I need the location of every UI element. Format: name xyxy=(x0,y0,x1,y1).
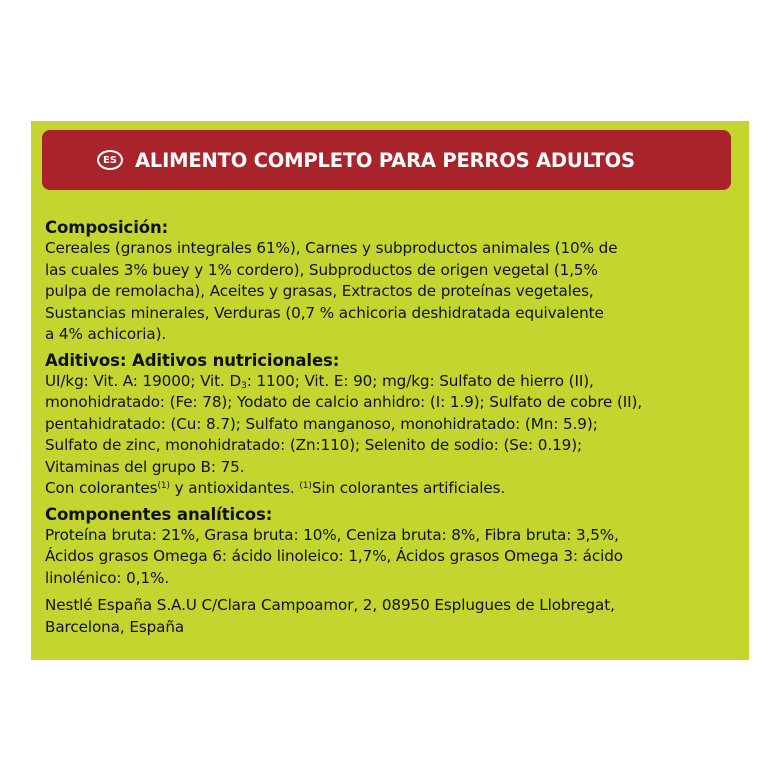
language-badge: ES xyxy=(97,150,123,170)
subscript: 3 xyxy=(241,380,247,391)
colorants-text: Sin colorantes artificiales. xyxy=(311,479,506,497)
label-content xyxy=(45,218,735,638)
manufacturer-line: Barcelona, España xyxy=(45,617,185,636)
additives-line: pentahidratado: (Cu: 8.7); Sulfato manganoso, monohidratado: (Mn: 5.9); xyxy=(45,414,598,433)
footnote-mark: (1) xyxy=(299,481,312,491)
manufacturer-line: Nestlé España S.A.U C/Clara Campoamor, 2, 08950 Esplugues de Llobregat, xyxy=(45,596,615,614)
additives-text: : 1100; Vit. E: 90; mg/kg: Sulfato de hierro (II), xyxy=(246,371,594,390)
analytical-title: Componentes analíticos: xyxy=(45,504,273,524)
additives-line: Sulfato de zinc, monohidratado: (Zn:110); Selenito de sodio: (Se: 0.19); xyxy=(45,436,583,454)
analytical-line: linolénico: 0,1%. xyxy=(45,568,170,587)
analytical-line: Ácidos grasos Omega 6: ácido linoleico: 1,7%, Ácidos grasos Omega 3: ácido xyxy=(45,547,623,565)
composition-title: Composición: xyxy=(45,218,169,237)
title-banner xyxy=(42,130,731,190)
additives-line: Vitaminas del grupo B: 75. xyxy=(45,457,245,476)
product-title: ALIMENTO COMPLETO PARA PERROS ADULTOS xyxy=(135,148,635,172)
composition-line: las cuales 3% buey y 1% cordero), Subproductos de origen vegetal (1,5% xyxy=(45,260,598,279)
additives-title: Aditivos: Aditivos nutricionales: xyxy=(45,350,340,370)
additives-line: monohidratado: (Fe: 78); Yodato de calcio anhidro: (I: 1.9); Sulfato de cobre (II), xyxy=(45,393,643,411)
composition-line: Sustancias minerales, Verduras (0,7 % achicoria deshidratada equivalente xyxy=(45,303,604,322)
composition-line: a 4% achicoria). xyxy=(45,325,167,343)
analytical-line: Proteína bruta: 21%, Grasa bruta: 10%, Ceniza bruta: 8%, Fibra bruta: 3,5%, xyxy=(45,525,619,544)
composition-line: Cereales (granos integrales 61%), Carnes y subproductos animales (10% de xyxy=(45,239,618,257)
colorants-text: y antioxidantes. xyxy=(169,479,300,497)
colorants-line xyxy=(45,478,735,500)
additives-text: UI/kg: Vit. A: 19000; Vit. D xyxy=(45,371,242,390)
footnote-mark: (1) xyxy=(157,481,170,491)
additives-line xyxy=(45,371,735,393)
composition-line: pulpa de remolacha), Aceites y grasas, Extractos de proteínas vegetales, xyxy=(45,282,594,300)
colorants-text: Con colorantes xyxy=(45,479,158,497)
